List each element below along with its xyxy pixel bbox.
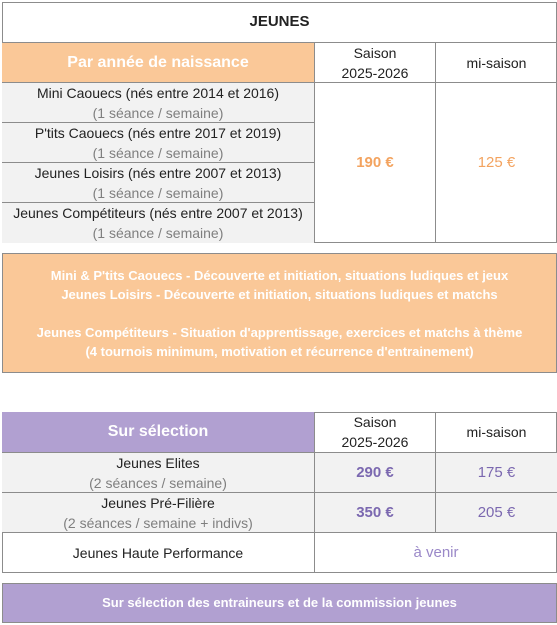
table-row bbox=[2, 123, 315, 163]
upcoming-value: à venir bbox=[413, 544, 459, 561]
row-detail: (1 séance / semaine) bbox=[92, 144, 224, 161]
header-selection bbox=[2, 412, 315, 453]
table-row bbox=[2, 83, 315, 123]
row-detail: (2 séances / semaine) bbox=[89, 474, 227, 491]
table-row bbox=[2, 203, 315, 243]
info-line: Jeunes Loisirs - Découverte et initiation, situations ludiques et matchs bbox=[61, 286, 498, 302]
price-season-cell bbox=[315, 493, 436, 533]
row-detail: (1 séance / semaine) bbox=[92, 184, 224, 201]
info-line: (4 tournois minimum, motivation et récurrence d'entrainement) bbox=[85, 343, 474, 359]
table-row bbox=[2, 163, 315, 203]
section-title bbox=[2, 2, 557, 43]
selection-footer bbox=[2, 583, 557, 623]
header-by-birth-year-label: Par année de naissance bbox=[67, 53, 249, 71]
header-season-line2: 2025-2026 bbox=[341, 434, 409, 450]
selection-footer-text: Sur sélection des entraineurs et de la commission jeunes bbox=[102, 595, 457, 610]
row-name: Jeunes Haute Performance bbox=[72, 545, 244, 561]
price-season-cell bbox=[315, 453, 436, 493]
price-half-cell bbox=[436, 493, 557, 533]
price-season: 350 € bbox=[356, 503, 394, 521]
header-season-line2: 2025-2026 bbox=[341, 64, 409, 81]
row-name: Jeunes Loisirs (nés entre 2007 et 2013) bbox=[34, 164, 282, 181]
header-selection-label: Sur sélection bbox=[107, 423, 209, 440]
row-name: Mini Caouecs (nés entre 2014 et 2016) bbox=[36, 84, 280, 101]
header-half-season bbox=[436, 412, 557, 453]
header-season bbox=[315, 43, 436, 83]
header-half-season-label: mi-saison bbox=[466, 54, 527, 71]
price-half: 175 € bbox=[477, 463, 516, 481]
header-half-season bbox=[436, 43, 557, 83]
price-half: 125 € bbox=[477, 154, 516, 171]
info-line: Mini & P'tits Caouecs - Découverte et initiation, situations ludiques et jeux bbox=[50, 267, 509, 283]
row-name: Jeunes Elites bbox=[116, 454, 200, 471]
price-half-cell bbox=[436, 453, 557, 493]
header-season-line1: Saison bbox=[353, 44, 397, 61]
row-name: Jeunes Pré-Filière bbox=[101, 494, 215, 511]
price-season: 190 € bbox=[356, 154, 394, 171]
price-season: 290 € bbox=[356, 463, 394, 481]
header-season-line1: Saison bbox=[353, 414, 397, 430]
row-detail: (1 séance / semaine) bbox=[92, 225, 224, 241]
upcoming-cell bbox=[315, 533, 557, 573]
row-name: P'tits Caouecs (nés entre 2017 et 2019) bbox=[34, 124, 282, 141]
header-season bbox=[315, 412, 436, 453]
section-title-text: JEUNES bbox=[249, 13, 310, 30]
info-line: Jeunes Compétiteurs - Situation d'apprentissage, exercices et matchs à thème bbox=[36, 324, 523, 340]
row-name: Jeunes Compétiteurs (nés entre 2007 et 2013) bbox=[13, 205, 303, 221]
price-half-cell bbox=[436, 83, 557, 243]
price-half: 205 € bbox=[477, 503, 516, 521]
header-half-season-label: mi-saison bbox=[466, 424, 527, 440]
price-season-cell bbox=[315, 83, 436, 243]
table-row bbox=[2, 533, 315, 573]
header-by-birth-year bbox=[2, 43, 315, 83]
row-detail: (1 séance / semaine) bbox=[92, 104, 224, 121]
table-row bbox=[2, 493, 315, 533]
table-row bbox=[2, 453, 315, 493]
row-detail: (2 séances / semaine + indivs) bbox=[63, 514, 253, 531]
info-box bbox=[2, 253, 557, 373]
